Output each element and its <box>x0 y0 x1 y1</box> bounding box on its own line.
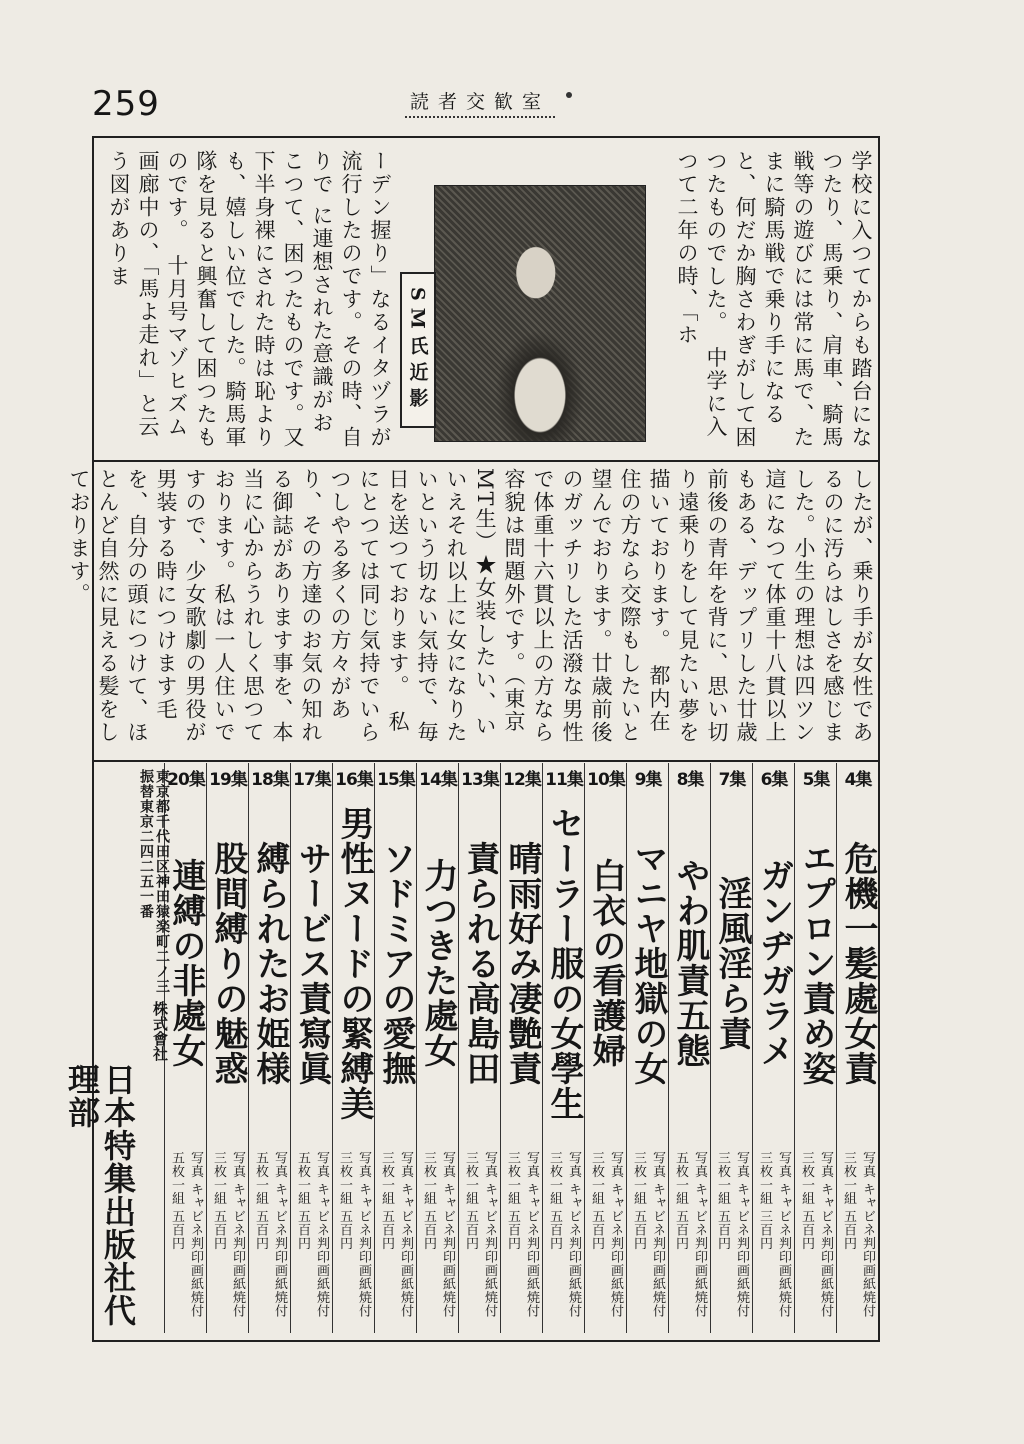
catalog-item-number: 18集 <box>251 770 289 790</box>
catalog-item-description: 写真 キャビネ判印画紙焼付 三枚一組 五百円 <box>211 1151 245 1318</box>
catalog-item-number: 10集 <box>587 770 625 790</box>
catalog-item-description: 写真 キャビネ判印画紙焼付 三枚一組 五百円 <box>547 1151 581 1318</box>
catalog-item-description: 写真 キャビネ判印画紙焼付 三枚一組 三百円 <box>757 1151 791 1318</box>
catalog-item-title: マニヤ地獄の女 <box>628 840 668 1086</box>
catalog-item <box>332 763 375 1333</box>
catalog-item <box>836 763 879 1333</box>
catalog-item-number: 12集 <box>503 770 541 790</box>
catalog-item-title: エプロン責め姿 <box>796 840 836 1086</box>
catalog-item <box>458 763 501 1333</box>
catalog-item-number: 6集 <box>760 770 788 790</box>
catalog-item <box>752 763 795 1333</box>
catalog-item-title: 責られる高島田 <box>460 840 500 1086</box>
upper-divider <box>92 460 880 462</box>
catalog-item-description: 写真 キャビネ判印画紙焼付 三枚一組 五百円 <box>631 1151 665 1318</box>
catalog-item-title: セーラー服の女學生 <box>544 805 584 1121</box>
catalog-item <box>710 763 753 1333</box>
catalog-item-number: 13集 <box>461 770 499 790</box>
catalog-item-description: 写真 キャビネ判印画紙焼付 五枚一組 五百円 <box>253 1151 287 1318</box>
publisher-block <box>63 763 172 1333</box>
catalog-item-description: 写真 キャビネ判印画紙焼付 三枚一組 五百円 <box>715 1151 749 1318</box>
catalog-item-number: 7集 <box>718 770 746 790</box>
running-head: 読者交歓室 <box>405 84 555 118</box>
catalog-item-description: 写真 キャビネ判印画紙焼付 三枚一組 五百円 <box>421 1151 455 1318</box>
catalog-item <box>206 763 249 1333</box>
catalog-item <box>584 763 627 1333</box>
catalog-item <box>626 763 669 1333</box>
catalog-item-title: ソドミアの愛撫 <box>376 840 416 1086</box>
catalog-item-title: 晴雨好み凄艶責 <box>502 840 542 1086</box>
publisher-company-type: 株式會社 <box>151 1001 169 1061</box>
catalog-item <box>290 763 333 1333</box>
publisher-address: 東京都千代田区神田猿楽町二ノ三 振替東京二四二五一番 <box>138 769 170 994</box>
catalog-item-number: 16集 <box>335 770 373 790</box>
catalog-item-number: 14集 <box>419 770 457 790</box>
catalog-item-title: 淫風淫ら責 <box>712 875 752 1051</box>
catalog-item-number: 5集 <box>802 770 830 790</box>
catalog-item-title: 縛られたお姫様 <box>250 840 290 1086</box>
catalog-item-number: 4集 <box>844 770 872 790</box>
article-lower-text: したが、乗り手が女性であるのに汚らはしさを感じました。小生の理想は四ツン這になつて体重十八貫以上もある、デップリした廿歳前後の青年を背に、思い切り遠乗りをして見たい夢を描いております。 都内在住の方なら交際もしたいと望んでおります。廿歳前後のガッチリした活潑な男性で体重十六貫以上の方なら容貌は問題外です。（東京 MT生）★女装したい、いいえそれ以上に女になりたいという切ない気持で、毎日を送つております。 私にとつては同じ気持でいらつしやる多くの方々があり、その方達のお気の知れる御誌があります事を、本当に心からうれしく思つております。私は一人住いですので、少女歌劇の男役が男装する時につけます毛を、自分の頭につけて、ほとんど自然に見える髪をしております。 <box>67 468 874 757</box>
catalog-item-number: 17集 <box>293 770 331 790</box>
catalog-item-description: 写真 キャビネ判印画紙焼付 三枚一組 五百円 <box>463 1151 497 1318</box>
ink-dot <box>566 92 572 98</box>
catalog-item-description: 写真 キャビネ判印画紙焼付 五枚一組 五百円 <box>295 1151 329 1318</box>
catalog-item-title: ガンヂガラメ <box>754 858 794 1068</box>
catalog-item-number: 11集 <box>545 770 583 790</box>
catalog-divider <box>92 760 880 762</box>
author-photo <box>434 185 646 442</box>
catalog-item-number: 8集 <box>676 770 704 790</box>
catalog-item-title: サービス責寫眞 <box>292 840 332 1086</box>
catalog-item-title: 股間縛りの魅惑 <box>208 840 248 1086</box>
catalog-item-title: やわ肌責五態 <box>670 858 710 1068</box>
catalog-item-description: 写真 キャビネ判印画紙焼付 三枚一組 五百円 <box>589 1151 623 1318</box>
catalog-item-description: 写真 キャビネ判印画紙焼付 三枚一組 五百円 <box>841 1151 875 1318</box>
catalog-item-description: 写真 キャビネ判印画紙焼付 三枚一組 五百円 <box>379 1151 413 1318</box>
catalog-item <box>416 763 459 1333</box>
article-upper-left-text: ーデン握り」なるイタヅラが流行したのです。その時、自りで に連想された意識がおこつて、困つたものです。又下半身裸にされた時は恥よりも、嬉しい位でした。騎馬軍隊を見ると興奮して困つたものです。 十月号マゾヒズム画廊中の、「馬よ走れ」と云う図がありま <box>107 150 392 449</box>
catalog-item-title: 連縛の非處女 <box>166 858 206 1068</box>
catalog-item <box>248 763 291 1333</box>
catalog-item-title: 白衣の看護婦 <box>586 858 626 1068</box>
catalog-item-number: 20集 <box>167 770 205 790</box>
catalog-item-description: 写真 キャビネ判印画紙焼付 三枚一組 五百円 <box>337 1151 371 1318</box>
catalog-item-title: 力つきた處女 <box>418 858 458 1068</box>
catalog-item-description: 写真 キャビネ判印画紙焼付 三枚一組 五百円 <box>799 1151 833 1318</box>
catalog-item-number: 19集 <box>209 770 247 790</box>
catalog-item <box>668 763 711 1333</box>
catalog-item-title: 危機一髪處女責 <box>838 840 878 1086</box>
catalog-item <box>794 763 837 1333</box>
article-upper-right-text: 学校に入つてからも踏台になつたり、馬乗り、肩車、騎馬戦等の遊びには常に馬で、たまに騎馬戦で乗り手になると、何だか胸さわぎがして困つたものでした。 中学に入つて二年の時、「ホ <box>675 150 873 449</box>
page-number: 259 <box>92 84 160 124</box>
catalog-item-description: 写真 キャビネ判印画紙焼付 三枚一組 五百円 <box>505 1151 539 1318</box>
publisher-name: 日本特集出版社代理部 <box>63 1063 137 1327</box>
catalog-item-number: 15集 <box>377 770 415 790</box>
catalog-item-description: 写真 キャビネ判印画紙焼付 五枚一組 五百円 <box>673 1151 707 1318</box>
photo-caption: SM氏近影 <box>400 272 436 428</box>
catalog-item <box>500 763 543 1333</box>
catalog-item-number: 9集 <box>634 770 662 790</box>
catalog-item-description: 写真 キャビネ判印画紙焼付 五枚一組 五百円 <box>169 1151 203 1318</box>
catalog-item-title: 男性ヌードの緊縛美 <box>334 805 374 1121</box>
catalog-item <box>542 763 585 1333</box>
catalog-item <box>374 763 417 1333</box>
